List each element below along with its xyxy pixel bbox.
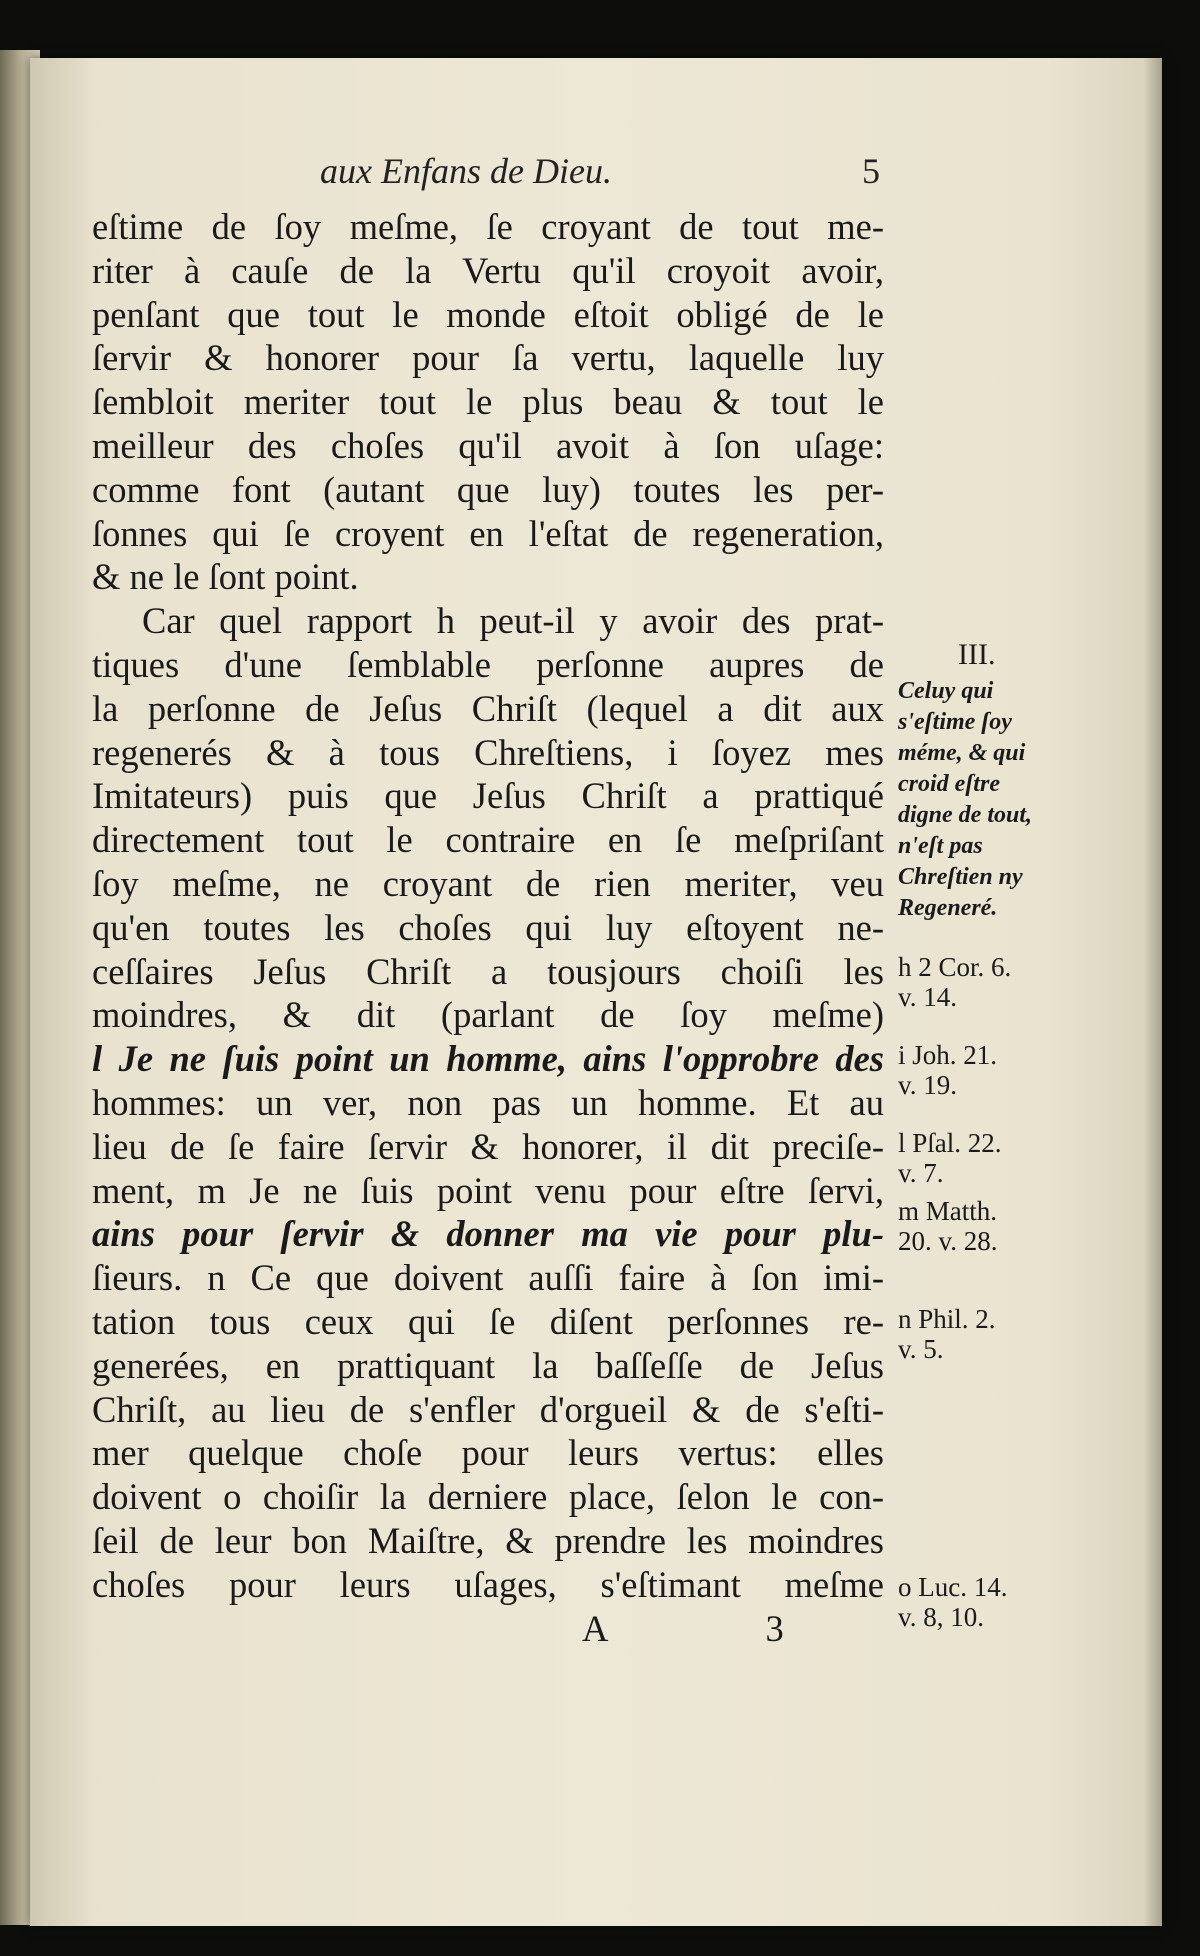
text-line: ſembloit meriter tout le plus beau & tout le [92, 381, 884, 423]
text-line: qu'en toutes les choſes qui luy eſtoyent ne- [92, 906, 884, 948]
running-header [320, 150, 880, 210]
reference-line: n Phil. 2. [898, 1304, 996, 1334]
text-line: ſonnes qui ſe croyent en l'eſtat de regeneration, [92, 512, 884, 554]
reference-line: v. 14. [898, 982, 957, 1012]
text-line: eſtime de ſoy meſme, ſe croyant de tout me- [92, 206, 884, 247]
text-line: Car quel rapport h peut-il y avoir des prat- [142, 600, 884, 642]
summary-line: n'eſt pas [898, 833, 983, 859]
text-line: ſieurs. n Ce que doivent auſſi faire à ſon imi- [92, 1257, 884, 1299]
text-line: directement tout le contraire en ſe meſpriſant [92, 819, 884, 861]
text-line: lieu de ſe faire ſervir & honorer, il dit preciſe- [92, 1125, 884, 1167]
summary-line: croid eſtre [898, 771, 1000, 797]
reference-line: m Matth. [898, 1196, 997, 1226]
text-line: doivent o choiſir la derniere place, ſelon le con- [92, 1476, 884, 1518]
summary-line: Regeneré. [898, 895, 998, 921]
text-line: meilleur des choſes qu'il avoit à ſon uſage: [92, 424, 884, 466]
signature-mark: A 3 [582, 1607, 784, 1649]
page-edge [1144, 58, 1162, 1926]
main-text [92, 205, 884, 1650]
reference-line: 20. v. 28. [898, 1226, 998, 1256]
text-line: moindres, & dit (parlant de ſoy meſme) [92, 994, 884, 1036]
summary-line: Celuy qui [898, 678, 994, 704]
catchline [92, 1607, 884, 1651]
text-line: regenerés & à tous Chreſtiens, i ſoyez mes [92, 731, 884, 773]
text-line: ment, m Je ne ſuis point venu pour eſtre ſervi, [92, 1169, 884, 1211]
reference-line: v. 5. [898, 1334, 944, 1364]
text-line: tation tous ceux qui ſe diſent perſonnes re- [92, 1300, 884, 1342]
reference-line: l Pſal. 22. [898, 1128, 1002, 1158]
summary-line: digne de tout, [898, 802, 1033, 828]
summary-line: s'eſtime ſoy [898, 709, 1012, 735]
marginal-reference [898, 1572, 1073, 1632]
text-line: penſant que tout le monde eſtoit obligé de le [92, 293, 884, 335]
summary-line: Chreſtien ny [898, 864, 1023, 890]
text-line: tiques d'une ſemblable perſonne aupres de [92, 643, 884, 685]
marginal-reference [898, 1040, 1073, 1100]
reference-line: i Joh. 21. [898, 1040, 998, 1070]
reference-line: o Luc. 14. [898, 1572, 1008, 1602]
text-line: & ne le ſont point. [92, 556, 359, 598]
marginal-reference [898, 1196, 1073, 1256]
reference-line: v. 7. [898, 1158, 944, 1188]
marginal-reference [898, 952, 1073, 1012]
section-number: III. [958, 638, 996, 671]
page-number: 5 [862, 151, 880, 191]
running-title: aux Enfans de Dieu. [320, 151, 612, 191]
text-line: comme font (autant que luy) toutes les per- [92, 468, 884, 510]
summary-line: méme, & qui [898, 740, 1026, 766]
text-line: ſervir & honorer pour ſa vertu, laquelle luy [92, 337, 884, 379]
text-line: ains pour ſervir & donner ma vie pour plu- [92, 1213, 884, 1255]
text-line: la perſonne de Jeſus Chriſt (lequel a dit aux [92, 687, 884, 729]
text-line: hommes: un ver, non pas un homme. Et au [92, 1081, 884, 1123]
text-line: choſes pour leurs uſages, s'eſtimant meſme [92, 1563, 884, 1605]
text-line: generées, en prattiquant la baſſeſſe de Jeſus [92, 1344, 884, 1386]
reference-line: h 2 Cor. 6. [898, 952, 1012, 982]
reference-line: v. 19. [898, 1070, 957, 1100]
marginal-reference [898, 1304, 1073, 1364]
text-line: l Je ne ſuis point un homme, ains l'opprobre des [92, 1038, 884, 1080]
text-line: Chriſt, au lieu de s'enfler d'orgueil & de s'eſti- [92, 1388, 884, 1430]
text-line: ceſſaires Jeſus Chriſt a tousjours choiſi les [92, 950, 884, 992]
text-line: ſoy meſme, ne croyant de rien meriter, veu [92, 862, 884, 904]
marginal-reference [898, 1128, 1073, 1188]
reference-line: v. 8, 10. [898, 1602, 984, 1632]
text-line: mer quelque choſe pour leurs vertus: elles [92, 1432, 884, 1474]
text-line: Imitateurs) puis que Jeſus Chriſt a prattiqué [92, 775, 884, 817]
section-summary [898, 676, 1073, 924]
text-line: ſeil de leur bon Maiſtre, & prendre les moindres [92, 1519, 884, 1561]
text-line: riter à cauſe de la Vertu qu'il croyoit avoir, [92, 249, 884, 291]
